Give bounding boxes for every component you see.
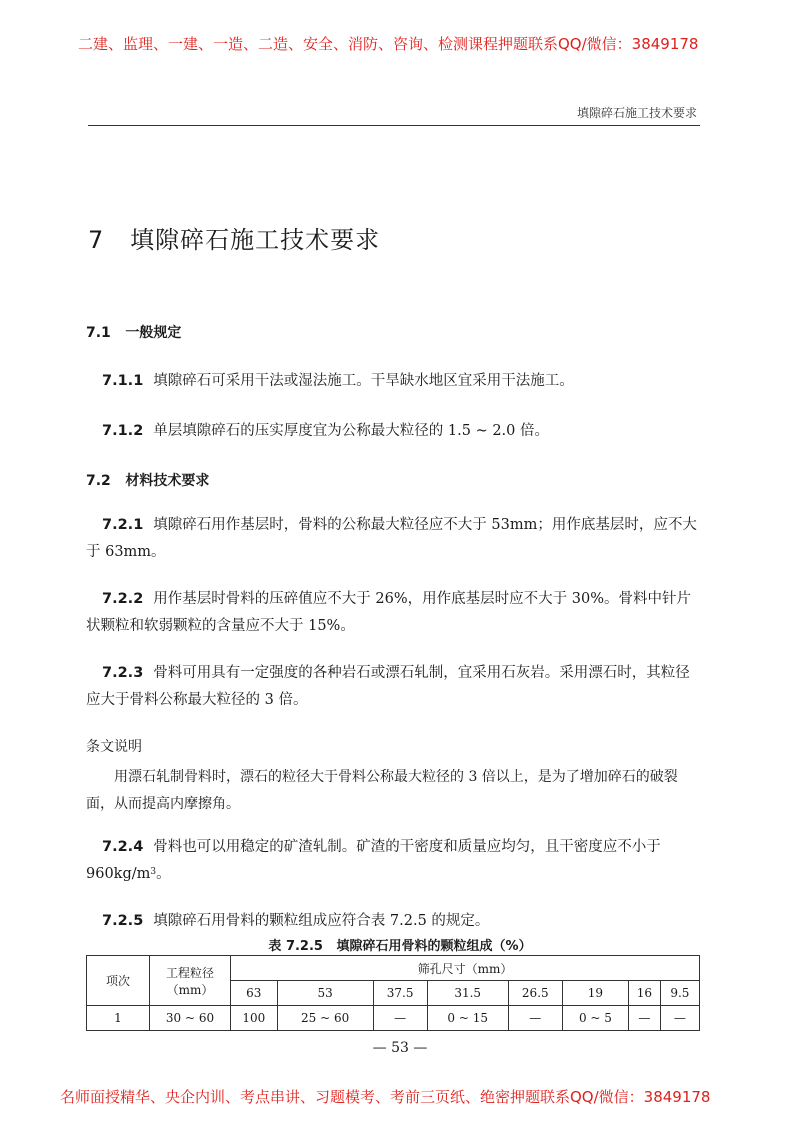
clause-number: 7.2.1 <box>102 517 144 533</box>
table-header-row <box>87 956 700 981</box>
table-title: 表 7.2.5 填隙碎石用骨料的颗粒组成（%） <box>268 939 532 954</box>
row-value: — <box>629 1006 661 1031</box>
explanation-text: 用漂石轧制骨料时，漂石的粒径大于骨料公称最大粒径的 3 倍以上，是为了增加碎石的破裂面，从而提高内摩擦角。 <box>86 769 678 812</box>
sieve-cell: 53 <box>277 981 373 1006</box>
sieve-cell: 31.5 <box>427 981 508 1006</box>
clause-text: 骨料也可以用稳定的矿渣轧制。矿渣的干密度和质量应均匀，且干密度应不小于 960kg/m <box>86 839 661 882</box>
row-value: — <box>373 1006 427 1031</box>
clause-text-end: 。 <box>156 866 171 882</box>
clause-text: 填隙碎石可采用干法或湿法施工。干旱缺水地区宜采用干法施工。 <box>153 373 574 389</box>
row-value: 0 ~ 15 <box>427 1006 508 1031</box>
row-item: 1 <box>87 1006 150 1031</box>
clause-number: 7.1.2 <box>102 423 144 439</box>
clause-7-2-4 <box>86 834 700 888</box>
sieve-cell: 37.5 <box>373 981 427 1006</box>
superscript: 3 <box>150 867 157 877</box>
clause-number: 7.2.2 <box>102 591 144 607</box>
clause-number: 7.1.1 <box>102 373 144 389</box>
header-size-line1: 工程粒径 <box>165 965 214 980</box>
clause-text: 骨料可用具有一定强度的各种岩石或漂石轧制，宜采用石灰岩。采用漂石时，其粒径应大于骨料公称最大粒径的 3 倍。 <box>86 665 690 708</box>
sieve-cell: 63 <box>231 981 278 1006</box>
row-value: 100 <box>231 1006 278 1031</box>
sieve-cell: 19 <box>562 981 628 1006</box>
clause-text: 填隙碎石用骨料的颗粒组成应符合表 7.2.5 的规定。 <box>153 913 490 929</box>
chapter-title: 7 填隙碎石施工技术要求 <box>88 226 381 254</box>
clause-text: 用作基层时骨料的压碎值应不大于 26%，用作底基层时应不大于 30%。骨料中针片状颗粒和软弱颗粒的含量应不大于 15%。 <box>86 591 691 634</box>
row-value: — <box>660 1006 699 1031</box>
clause-7-2-5 <box>86 908 700 935</box>
clause-7-1-1 <box>86 368 700 395</box>
clause-number: 7.2.4 <box>102 839 144 855</box>
clause-7-1-2 <box>86 418 700 445</box>
row-value: — <box>508 1006 562 1031</box>
row-value: 0 ~ 5 <box>562 1006 628 1031</box>
table-row <box>87 1006 700 1031</box>
clause-7-2-2 <box>86 586 700 640</box>
ad-banner-top: 二建、监理、一建、一造、二造、安全、消防、咨询、检测课程押题联系QQ/微信：3849178 <box>78 35 699 53</box>
clause-7-2-1 <box>86 512 700 566</box>
clause-text: 填隙碎石用作基层时，骨料的公称最大粒径应不大于 53mm；用作底基层时，应不大于 63mm。 <box>86 517 697 560</box>
clause-text: 单层填隙碎石的压实厚度宜为公称最大粒径的 1.5 ~ 2.0 倍。 <box>153 423 550 439</box>
clause-number: 7.2.3 <box>102 665 144 681</box>
section-heading-7-2: 7.2 材料技术要求 <box>86 473 210 489</box>
header-item: 项次 <box>87 956 150 1006</box>
header-size <box>150 956 231 1006</box>
header-sieve: 筛孔尺寸（mm） <box>231 956 700 981</box>
ad-banner-bottom: 名师面授精华、央企内训、考点串讲、习题模考、考前三页纸、绝密押题联系QQ/微信：3849178 <box>60 1088 711 1106</box>
explanation-label: 条文说明 <box>86 739 142 755</box>
clause-number: 7.2.5 <box>102 913 144 929</box>
gradation-table <box>86 955 700 1031</box>
section-heading-7-1: 7.1 一般规定 <box>86 325 182 341</box>
sieve-cell: 16 <box>629 981 661 1006</box>
running-header: 填隙碎石施工技术要求 <box>576 106 697 120</box>
row-value: 25 ~ 60 <box>277 1006 373 1031</box>
row-size: 30 ~ 60 <box>150 1006 231 1031</box>
header-size-line2: （mm） <box>166 982 214 997</box>
sieve-cell: 9.5 <box>660 981 699 1006</box>
sieve-cell: 26.5 <box>508 981 562 1006</box>
clause-7-2-3 <box>86 660 700 714</box>
header-rule <box>88 125 700 126</box>
page-number: — 53 — <box>372 1040 428 1056</box>
